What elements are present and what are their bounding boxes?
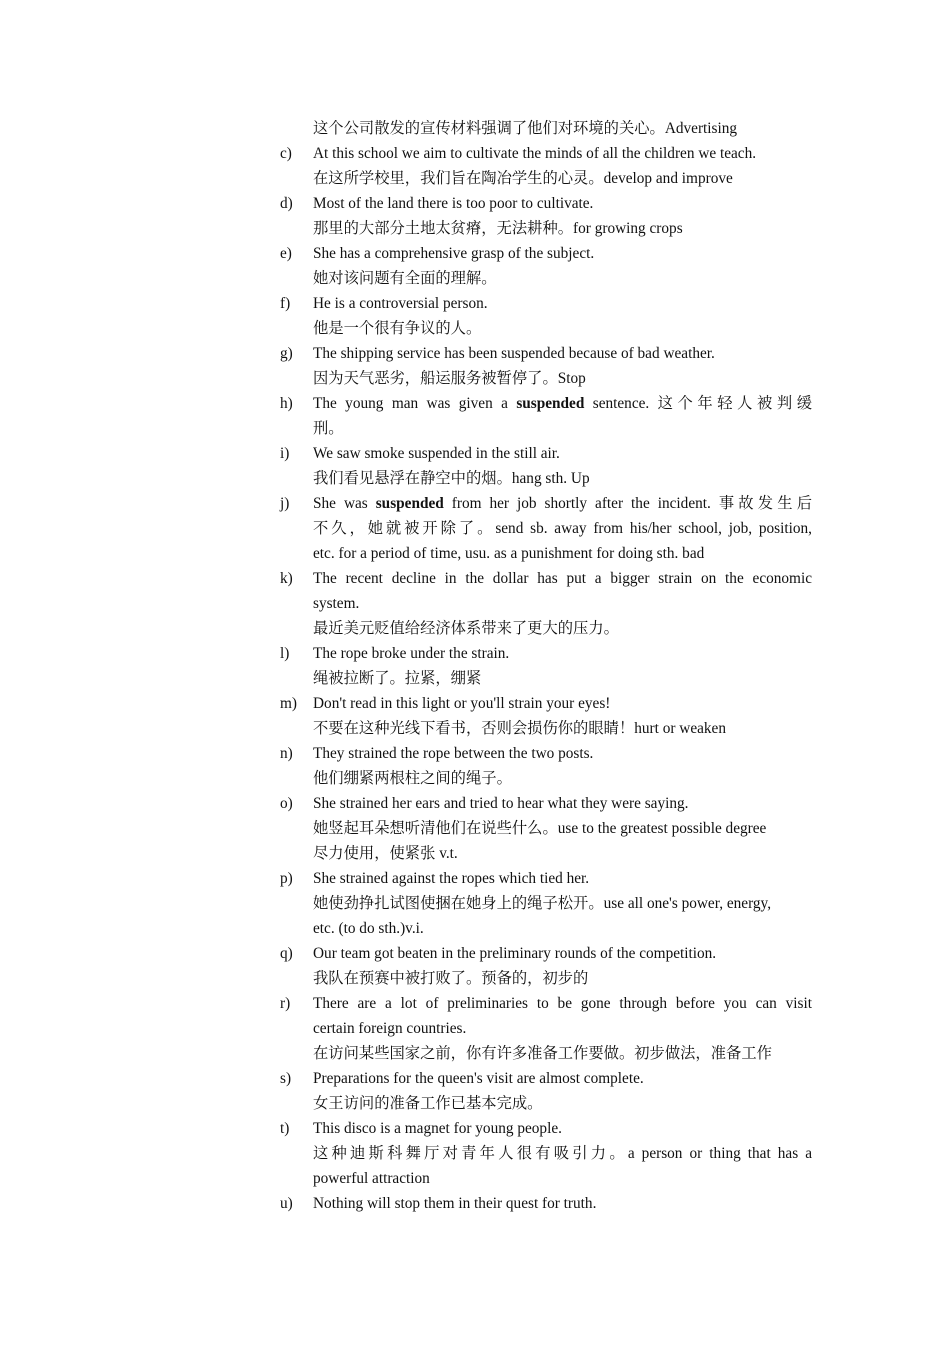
item-letter: p) [280, 870, 293, 887]
item-line: 在访问某些国家之前，你有许多准备工作要做。初步做法，准备工作 [313, 1045, 772, 1062]
item-line: At this school we aim to cultivate the minds of all the children we teach. [313, 145, 757, 162]
item-letter: f) [280, 295, 291, 312]
item-line: This disco is a magnet for young people. [313, 1120, 562, 1137]
list-item [0, 441, 952, 491]
item-line: 在这所学校里，我们旨在陶冶学生的心灵。develop and improve [313, 170, 733, 187]
item-letter: j) [280, 495, 290, 512]
item-letter: s) [280, 1070, 292, 1087]
item-line: 她竖起耳朵想听清他们在说些什么。use to the greatest possible degree [313, 820, 767, 837]
item-letter: r) [280, 995, 291, 1012]
item-line: Preparations for the queen's visit are almost complete. [313, 1070, 644, 1087]
lead-line: 这个公司散发的宣传材料强调了他们对环境的关心。Advertising [313, 120, 738, 137]
item-line [0, 491, 952, 516]
list-item [0, 566, 952, 641]
item-letter: d) [280, 195, 293, 212]
item-line: etc. (to do sth.)v.i. [313, 920, 424, 937]
item-line: He is a controversial person. [313, 295, 488, 312]
item-text: sentence. 这个年轻人被判缓 [584, 395, 812, 412]
item-line: 他们绷紧两根柱之间的绳子。 [313, 770, 512, 787]
item-letter: m) [280, 695, 297, 712]
item-line [0, 391, 952, 416]
item-line: She strained against the ropes which tied her. [313, 870, 590, 887]
item-line: 女王访问的准备工作已基本完成。 [313, 1095, 543, 1112]
item-line: The recent decline in the dollar has put a bigger strain on the economic [313, 570, 812, 587]
item-line: 她对该问题有全面的理解。 [313, 270, 497, 287]
item-line: We saw smoke suspended in the still air. [313, 445, 560, 462]
item-line: They strained the rope between the two posts. [313, 745, 594, 762]
item-line: 因为天气恶劣，船运服务被暂停了。Stop [313, 370, 586, 387]
document-page [0, 116, 952, 1216]
list-item [0, 291, 952, 341]
item-line: The rope broke under the strain. [313, 645, 510, 662]
item-letter: q) [280, 945, 293, 962]
item-line: Our team got beaten in the preliminary rounds of the competition. [313, 945, 717, 962]
item-line: 最近美元贬值给经济体系带来了更大的压力。 [313, 620, 619, 637]
list-item [0, 691, 952, 741]
list-item [0, 641, 952, 691]
item-text: She was [313, 495, 376, 512]
list-item [0, 991, 952, 1066]
item-line: 那里的大部分土地太贫瘠，无法耕种。for growing crops [313, 220, 683, 237]
list-item [0, 391, 952, 441]
item-letter: l) [280, 645, 290, 662]
item-line: 他是一个很有争议的人。 [313, 320, 482, 337]
item-line: Nothing will stop them in their quest for truth. [313, 1195, 597, 1212]
keyword-bold: suspended [516, 395, 585, 412]
list-item [0, 741, 952, 791]
lead-line-row [0, 116, 952, 141]
item-line: 她使劲挣扎试图使捆在她身上的绳子松开。use all one's power, energy, [313, 895, 772, 912]
list-item [0, 241, 952, 291]
item-line: certain foreign countries. [313, 1020, 467, 1037]
list-item [0, 1191, 952, 1216]
item-line: Don't read in this light or you'll strain your eyes! [313, 695, 611, 712]
item-line: 不要在这种光线下看书，否则会损伤你的眼睛！hurt or weaken [313, 720, 726, 737]
item-line: The shipping service has been suspended because of bad weather. [313, 345, 715, 362]
item-text: The young man was given a [313, 395, 517, 412]
item-letter: o) [280, 795, 293, 812]
item-letter: t) [280, 1120, 290, 1137]
item-line: etc. for a period of time, usu. as a punishment for doing sth. bad [313, 545, 705, 562]
item-letter: n) [280, 745, 293, 762]
item-line: There are a lot of preliminaries to be gone through before you can visit [313, 995, 812, 1012]
item-line: She strained her ears and tried to hear what they were saying. [313, 795, 689, 812]
item-letter: i) [280, 445, 290, 462]
item-text: from her job shortly after the incident. 事故发生后 [443, 495, 813, 512]
list-item [0, 341, 952, 391]
item-letter: e) [280, 245, 292, 262]
item-line: She has a comprehensive grasp of the subject. [313, 245, 595, 262]
item-line: system. [313, 595, 360, 612]
list-item [0, 941, 952, 991]
item-letter: c) [280, 145, 292, 162]
item-line: powerful attraction [313, 1170, 430, 1187]
list-item [0, 491, 952, 566]
item-letter: g) [280, 345, 293, 362]
item-line: 尽力使用，使紧张 v.t. [313, 845, 458, 862]
item-line: 刑。 [313, 420, 344, 437]
list-item [0, 791, 952, 866]
item-letter: u) [280, 1195, 293, 1212]
list-item [0, 1066, 952, 1116]
list-item [0, 141, 952, 191]
list-item [0, 191, 952, 241]
item-letter: k) [280, 570, 293, 587]
item-line: 绳被拉断了。拉紧，绷紧 [313, 670, 482, 687]
list-item [0, 866, 952, 941]
keyword-bold: suspended [375, 495, 444, 512]
item-letter: h) [280, 395, 293, 412]
item-line: 这种迪斯科舞厅对青年人很有吸引力。a person or thing that has a [313, 1145, 812, 1162]
item-line: Most of the land there is too poor to cultivate. [313, 195, 594, 212]
item-line: 不久，她就被开除了。send sb. away from his/her school, job, position, [313, 520, 812, 537]
item-line: 我们看见悬浮在静空中的烟。hang sth. Up [313, 470, 590, 487]
item-line: 我队在预赛中被打败了。预备的，初步的 [313, 970, 589, 987]
list-item [0, 1116, 952, 1191]
